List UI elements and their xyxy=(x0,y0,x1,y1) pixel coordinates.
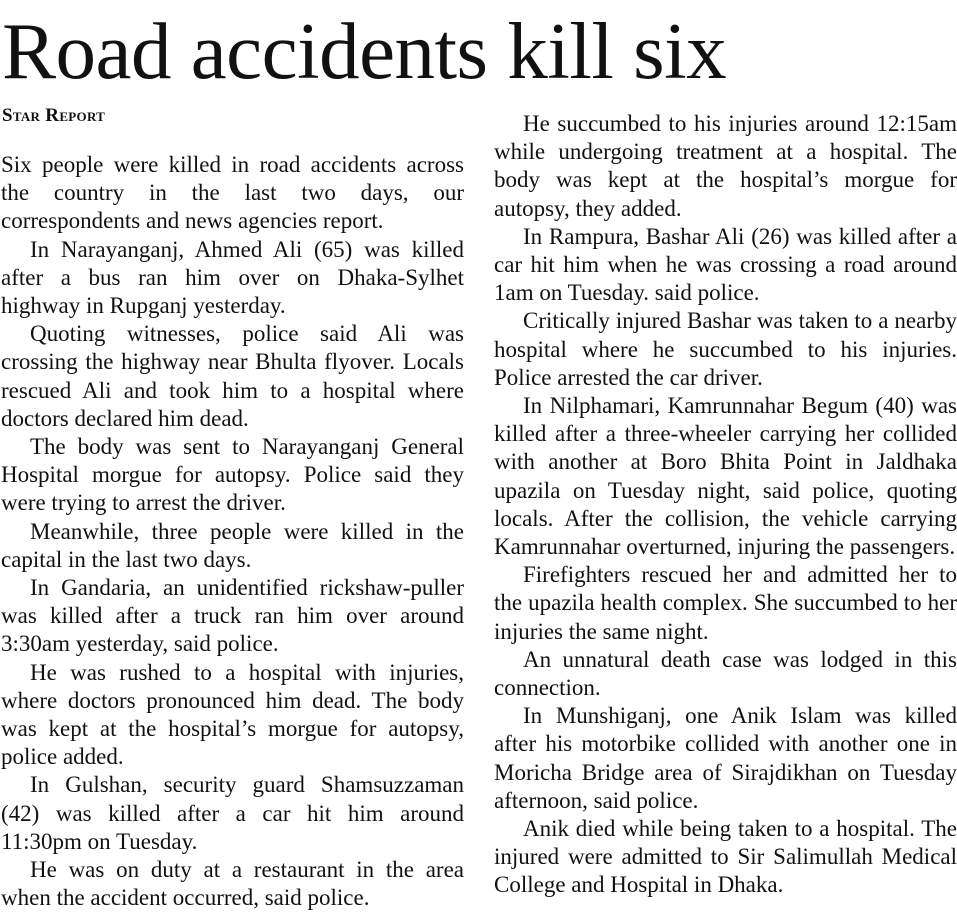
paragraph: He was rushed to a hospital with injuries, where doctors pronounced him dead. The body was kept at the hospital’s morgue for autopsy, police added. xyxy=(1,659,464,770)
paragraph: Anik died while being taken to a hospital. The injured were admitted to Sir Salimullah Medical College and Hospital in Dhaka. xyxy=(494,816,957,898)
paragraph: Meanwhile, three people were killed in the capital in the last two days. xyxy=(1,518,464,572)
paragraph: He succumbed to his injuries around 12:15am while undergoing treatment at a hospital. The body was kept at the hospital’s morgue for autopsy, they added. xyxy=(494,111,957,221)
paragraph: In Rampura, Bashar Ali (26) was killed after a car hit him when he was crossing a road around 1am on Tuesday. said police. xyxy=(494,223,957,306)
paragraph: Quoting witnesses, police said Ali was crossing the highway near Bhulta flyover. Locals rescued Ali and took him to a hospital where doctors declared him dead. xyxy=(1,321,464,431)
paragraph: An unnatural death case was lodged in this connection. xyxy=(494,646,957,701)
article-byline: Star Report xyxy=(2,105,106,126)
article-column-left xyxy=(1,151,464,912)
paragraph: Critically injured Bashar was taken to a nearby hospital where he succumbed to his injuries. Police arrested the car driver. xyxy=(494,308,957,390)
article-column-right xyxy=(494,110,957,900)
paragraph: Firefighters rescued her and admitted her to the upazila health complex. She succumbed to her injuries the same night. xyxy=(494,562,957,644)
article-headline: Road accidents kill six xyxy=(2,6,727,96)
paragraph: The body was sent to Narayanganj General Hospital morgue for autopsy. Police said they were trying to arrest the driver. xyxy=(1,434,464,516)
paragraph: In Gulshan, security guard Shamsuzzaman (42) was killed after a car hit him around 11:30pm on Tuesday. xyxy=(1,772,464,854)
paragraph: In Narayanganj, Ahmed Ali (65) was killed after a bus ran him over on Dhaka-Sylhet highway in Rupganj yesterday. xyxy=(1,236,464,319)
paragraph: Six people were killed in road accidents across the country in the last two days, our correspondents and news agencies report. xyxy=(1,152,464,234)
paragraph: In Gandaria, an unidentified rickshaw-puller was killed after a truck ran him over around 3:30am yesterday, said police. xyxy=(1,575,464,657)
paragraph: In Munshiganj, one Anik Islam was killed after his motorbike collided with another one in Moricha Bridge area of Sirajdikhan on Tuesday afternoon, said police. xyxy=(494,703,957,813)
paragraph: In Nilphamari, Kamrunnahar Begum (40) was killed after a three-wheeler carrying her collided with another at Boro Bhita Point in Jaldhaka upazila on Tuesday night, said police, quoting locals. After the collision, the vehicle carrying Kamrunnahar overturned, injuring the passengers. xyxy=(494,393,957,560)
paragraph: He was on duty at a restaurant in the area when the accident occurred, said police. xyxy=(1,857,464,911)
